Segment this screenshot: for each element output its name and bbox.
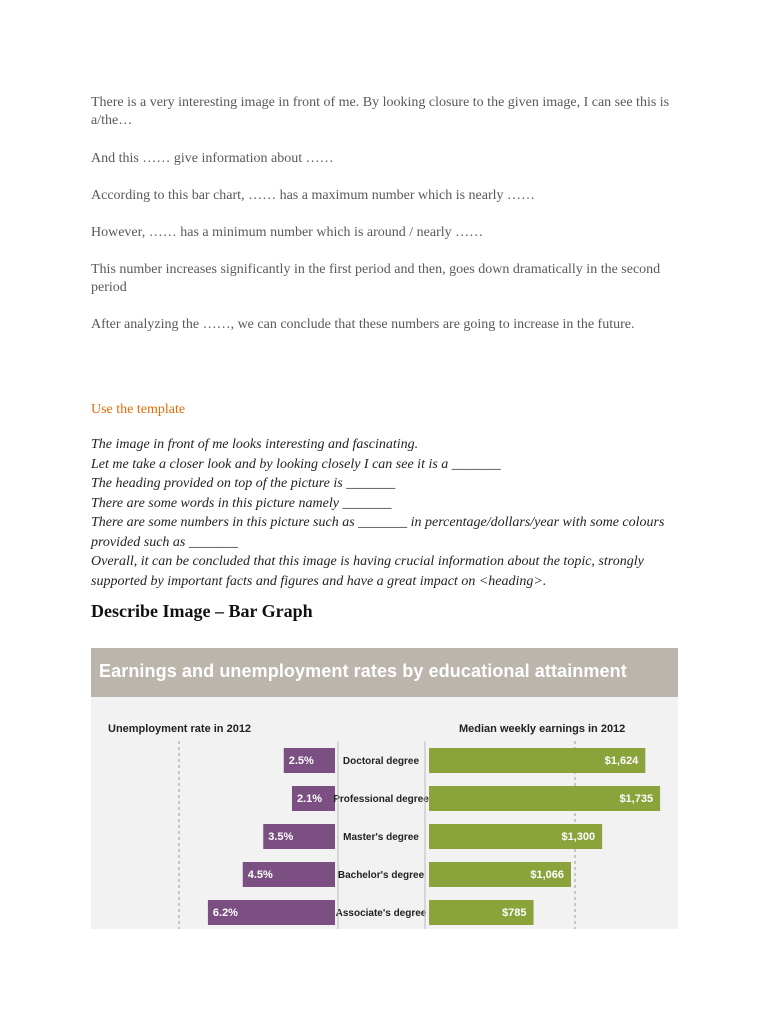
category-label: Professional degree: [333, 794, 429, 805]
section-heading: Describe Image – Bar Graph: [91, 601, 313, 621]
unemployment-value-label: 6.2%: [212, 907, 238, 919]
unemployment-value-label: 2.5%: [288, 755, 314, 767]
conclusion-paragraph: After analyzing the ……, we can conclude that these numbers are going to increase in the future.: [91, 317, 635, 332]
category-label: Bachelor's degree: [337, 870, 425, 881]
earnings-value-label: $1,735: [619, 793, 654, 805]
template-line: The heading provided on top of the picture is _______: [91, 476, 396, 491]
template-line: The image in front of me looks interesting and fascinating.: [91, 437, 419, 452]
earnings-value-label: $785: [502, 907, 527, 919]
category-label: Associate's degree: [335, 908, 427, 919]
chart-title: Earnings and unemployment rates by educational attainment: [99, 661, 627, 681]
template-heading: Use the template: [91, 402, 186, 417]
chart-banner: [91, 648, 678, 697]
unemployment-value-label: 4.5%: [247, 869, 273, 881]
unemployment-value-label: 3.5%: [268, 831, 294, 843]
template-block: [91, 435, 691, 591]
category-label: Master's degree: [343, 832, 419, 843]
template-line: There are some words in this picture namely _______: [91, 495, 392, 511]
template-line: Let me take a closer look and by looking closely I can see it is a _______: [91, 456, 501, 472]
template-line: There are some numbers in this picture such as _______ in percentage/dollars/year with some colours provided such as _______: [91, 515, 665, 550]
template-line: Overall, it can be concluded that this image is having crucial information about the topic, strongly supported by important facts and figures and have a great impact on <heading>.: [91, 554, 644, 589]
bar-graph-figure: [91, 648, 678, 929]
chart-canvas: [91, 697, 678, 929]
earnings-value-label: $1,300: [561, 831, 596, 843]
earnings-value-label: $1,066: [530, 869, 564, 881]
trend-paragraph: This number increases significantly in the first period and then, goes down dramatically in the second period: [91, 262, 661, 295]
maximum-paragraph: According to this bar chart, …… has a maximum number which is nearly ……: [91, 188, 536, 203]
right-panel-label: Median weekly earnings in 2012: [459, 723, 626, 735]
unemployment-value-label: 2.1%: [296, 793, 323, 805]
category-label: Doctoral degree: [342, 756, 420, 767]
minimum-paragraph: However, …… has a minimum number which is around / nearly ……: [91, 225, 484, 240]
intro-paragraph: There is a very interesting image in front of me. By looking closure to the given image, I can see this is a/the…: [91, 95, 670, 128]
earnings-value-label: $1,624: [604, 755, 639, 767]
info-paragraph: And this …… give information about ……: [91, 151, 334, 166]
left-panel-label: Unemployment rate in 2012: [108, 723, 252, 735]
